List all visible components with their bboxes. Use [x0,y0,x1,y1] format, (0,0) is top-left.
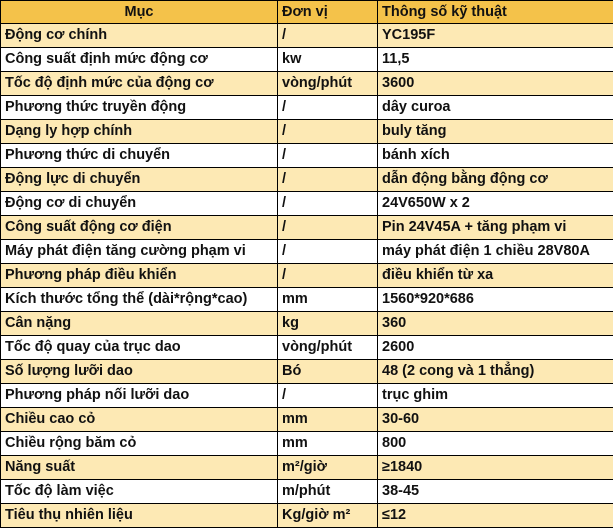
table-row [1,24,613,48]
table-row [1,288,613,312]
unit-cell: mm [278,288,378,312]
unit-cell: / [278,192,378,216]
table-row [1,168,613,192]
spec-cell: dẫn động bằng động cơ [378,168,613,192]
spec-cell: 2600 [378,336,613,360]
item-cell: Tốc độ làm việc [1,480,278,504]
item-cell: Chiều cao cỏ [1,408,278,432]
unit-cell: / [278,384,378,408]
table-row [1,264,613,288]
spec-cell: buly tăng [378,120,613,144]
table-row [1,360,613,384]
table-row [1,456,613,480]
spec-cell: trục ghim [378,384,613,408]
table-row [1,72,613,96]
unit-cell: mm [278,432,378,456]
item-cell: Số lượng lưỡi dao [1,360,278,384]
unit-cell: vòng/phút [278,336,378,360]
item-cell: Máy phát điện tăng cường phạm vi [1,240,278,264]
header-row [1,1,613,24]
unit-cell: / [278,96,378,120]
item-cell: Năng suất [1,456,278,480]
unit-cell: / [278,120,378,144]
spec-cell: 360 [378,312,613,336]
spec-cell: 3600 [378,72,613,96]
unit-cell: Bó [278,360,378,384]
item-cell: Động cơ di chuyển [1,192,278,216]
table-row [1,384,613,408]
table-row [1,480,613,504]
item-cell: Kích thước tổng thể (dài*rộng*cao) [1,288,278,312]
unit-cell: / [278,240,378,264]
unit-cell: / [278,144,378,168]
spec-cell: ≥1840 [378,456,613,480]
item-cell: Công suất động cơ điện [1,216,278,240]
unit-cell: kg [278,312,378,336]
unit-cell: / [278,264,378,288]
item-cell: Cân nặng [1,312,278,336]
item-cell: Động lực di chuyển [1,168,278,192]
table-row [1,312,613,336]
table-body [1,24,613,528]
spec-cell: máy phát điện 1 chiều 28V80A [378,240,613,264]
spec-cell: 38-45 [378,480,613,504]
table-row [1,192,613,216]
table-row [1,408,613,432]
unit-cell: vòng/phút [278,72,378,96]
table-row [1,336,613,360]
unit-cell: m²/giờ [278,456,378,480]
spec-cell: 30-60 [378,408,613,432]
table-row [1,432,613,456]
item-cell: Phương thức di chuyển [1,144,278,168]
spec-cell: dây curoa [378,96,613,120]
item-cell: Phương pháp điều khiển [1,264,278,288]
unit-cell: / [278,168,378,192]
item-cell: Tốc độ quay của trục dao [1,336,278,360]
spec-cell: 1560*920*686 [378,288,613,312]
spec-cell: Pin 24V45A + tăng phạm vi [378,216,613,240]
item-cell: Chiều rộng băm cỏ [1,432,278,456]
table-row [1,216,613,240]
item-cell: Tiêu thụ nhiên liệu [1,504,278,528]
spec-cell: 800 [378,432,613,456]
table-row [1,120,613,144]
item-cell: Động cơ chính [1,24,278,48]
spec-cell: 24V650W x 2 [378,192,613,216]
unit-cell: mm [278,408,378,432]
table-row [1,96,613,120]
spec-cell: ≤12 [378,504,613,528]
spec-cell: 11,5 [378,48,613,72]
item-cell: Phương pháp nối lưỡi dao [1,384,278,408]
table-row [1,504,613,528]
unit-cell: / [278,24,378,48]
item-cell: Dạng ly hợp chính [1,120,278,144]
unit-cell: / [278,216,378,240]
header-spec: Thông số kỹ thuật [378,1,613,24]
table-row [1,240,613,264]
item-cell: Tốc độ định mức của động cơ [1,72,278,96]
item-cell: Công suất định mức động cơ [1,48,278,72]
spec-cell: bánh xích [378,144,613,168]
unit-cell: kw [278,48,378,72]
spec-cell: 48 (2 cong và 1 thẳng) [378,360,613,384]
item-cell: Phương thức truyền động [1,96,278,120]
header-item: Mục [1,1,278,24]
spec-cell: YC195F [378,24,613,48]
table-row [1,48,613,72]
unit-cell: m/phút [278,480,378,504]
header-unit: Đơn vị [278,1,378,24]
table-row [1,144,613,168]
unit-cell: Kg/giờ m² [278,504,378,528]
spec-cell: điều khiển từ xa [378,264,613,288]
